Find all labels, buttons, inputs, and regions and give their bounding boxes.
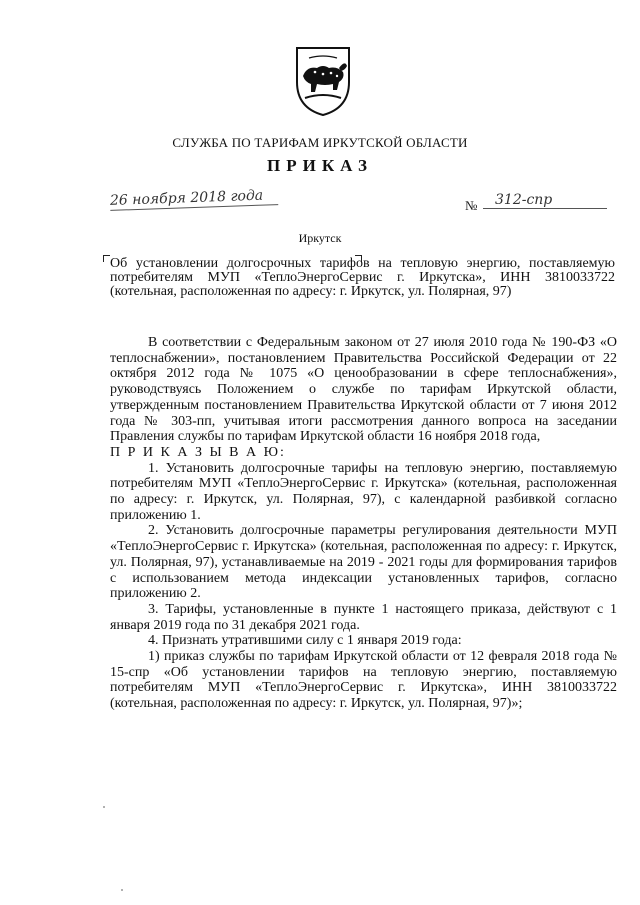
order-item: 3. Тарифы, установленные в пункте 1 настоящего приказа, действуют с 1 января 2019 года по 31 декабря 2021 года. xyxy=(110,601,617,633)
order-heading: П Р И К А З Ы В А Ю: xyxy=(110,444,286,460)
city: Иркутск xyxy=(298,231,342,245)
handwritten-date: 26 ноября 2018 года xyxy=(110,187,279,211)
number-label: № xyxy=(465,198,478,213)
preamble-paragraph: В соответствии с Федеральным законом от 27 июля 2010 года № 190-ФЗ «О теплоснабжении», постановлением Правительства Российской Федерации от 22 октября 2012 года № 1075 «О ценообразовании в сфере теплоснабжения», руководствуясь Положением о службе по тарифам Иркутской области, утвержденным постановлением Правительства Иркутской области от 7 июня 2012 года № 303-пп, учитывая итоги рассмотрения данного вопроса на заседании Правления службы по тарифам Иркутской области 16 ноября 2018 года, xyxy=(110,335,617,445)
order-item: 1) приказ службы по тарифам Иркутской области от 12 февраля 2018 года № 15-спр «Об установлении тарифов на тепловую энергию, поставляемую потребителям МУП «ТеплоЭнергоСервис г. Иркутска», ИНН 3810033722 (котельная, расположенная по адресу: г. Иркутск, ул. Полярная, 97)»; xyxy=(110,649,617,712)
order-item: 2. Установить долгосрочные параметры регулирования деятельности МУП «ТеплоЭнергоСервис г. Иркутска» (котельная, расположенная по адресу: г. Иркутск, ул. Полярная, 97), устанавливаемые на 2019 - 2021 годы для формирования тарифов с использованием метода индексации установленных тарифов, согласно приложению 2. xyxy=(110,523,617,602)
agency-name: СЛУЖБА ПО ТАРИФАМ ИРКУТСКОЙ ОБЛАСТИ xyxy=(172,135,468,150)
corner-mark-left xyxy=(103,255,110,262)
order-body xyxy=(110,335,617,712)
order-subject: Об установлении долгосрочных тарифов на тепловую энергию, поставляемую потребителям МУП «ТеплоЭнергоСервис г. Иркутска», ИНН 3810033722 (котельная, расположенная по адресу: г. Иркутск, ул. Полярная, 97) xyxy=(110,256,615,299)
scan-speck xyxy=(103,806,105,808)
scan-speck xyxy=(121,889,123,891)
order-item: 1. Установить долгосрочные тарифы на тепловую энергию, поставляемую потребителям МУП «ТеплоЭнергоСервис г. Иркутска» (котельная, расположенная по адресу: г. Иркутск, ул. Полярная, 97), с календарной разбивкой согласно приложению 1. xyxy=(110,460,617,523)
coat-of-arms-icon xyxy=(293,42,353,118)
document-type: ПРИКАЗ xyxy=(267,156,373,175)
order-item: 4. Признать утратившими силу с 1 января 2019 года: xyxy=(148,633,462,649)
handwritten-number: 312-спр xyxy=(483,192,607,209)
